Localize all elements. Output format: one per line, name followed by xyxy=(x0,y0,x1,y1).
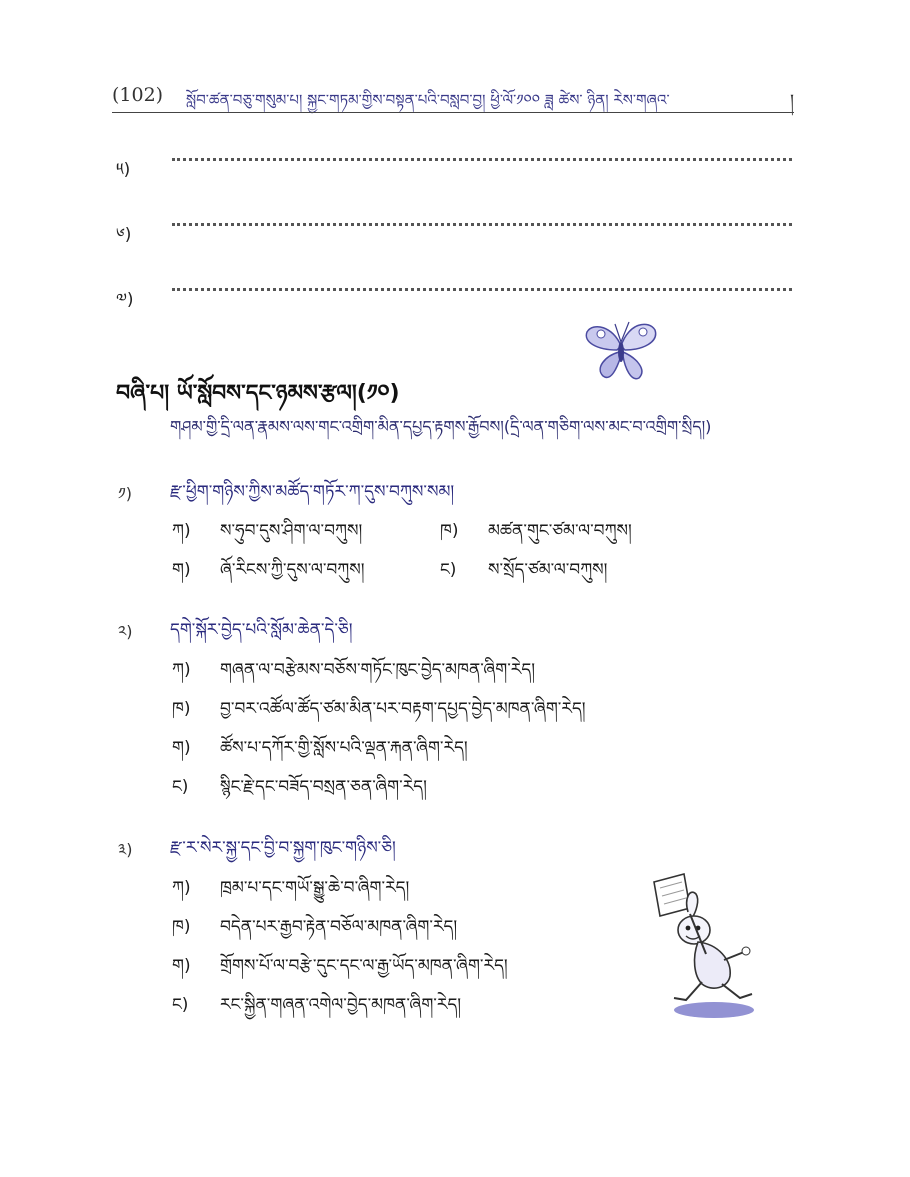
option-label: ཁ) xyxy=(172,699,191,719)
header-divider xyxy=(112,112,794,113)
option-text: ས་སྲོད་ཙམ་ལ་བཀུས། xyxy=(488,560,608,580)
option-label: ག) xyxy=(172,956,191,976)
option-label: ཁ) xyxy=(172,917,191,937)
option-text: ཞོ་རིངས་ཀྱི་དུས་ལ་བཀུས། xyxy=(220,560,365,580)
option-text: གྲོགས་པོ་ལ་བརྩེ་དུང་དང་ལ་རྒྱ་ཡོད་མཁན་ཞིག་རེད། xyxy=(220,956,508,976)
answer-option[interactable] xyxy=(172,985,461,1033)
blank-answer-row xyxy=(116,276,796,310)
option-label: ཀ) xyxy=(172,878,191,898)
page-number: (102) xyxy=(112,84,164,106)
option-label: ང) xyxy=(172,995,189,1015)
option-text: ཚོས་པ་དཀོར་གྱི་སློས་པའི་ལྡན་རྐན་ཞིག་རེད། xyxy=(220,738,468,758)
dotted-line xyxy=(172,288,792,291)
option-label: ཀ) xyxy=(172,521,191,541)
question-number: ༢) xyxy=(118,622,133,641)
page-header xyxy=(112,78,794,114)
blank-number: ༦) xyxy=(116,225,132,245)
option-label: ང) xyxy=(172,777,189,797)
butterfly-illustration xyxy=(583,316,659,384)
dotted-line xyxy=(172,158,792,161)
option-text: རང་སྐྱིན་གཞན་འགེལ་བྱེད་མཁན་ཞིག་རེད། xyxy=(220,995,462,1015)
option-label: ག) xyxy=(172,738,191,758)
blank-number: ༧) xyxy=(116,290,134,310)
option-text: ས་ཧུབ་དུས་ཤིག་ལ་བཀུས། xyxy=(220,521,363,541)
question-text: དགེ་སྐོར་བྱེད་པའི་སློམ་ཆེན་དེ་ཅི། xyxy=(170,620,353,640)
option-label: ང) xyxy=(440,560,457,580)
question-text: རྫ་ར་སེར་སྐྱ་དང་བྱི་བ་སྐྱག་ཁུང་གཉིས་ཅི། xyxy=(170,838,396,858)
question-text: རྫ་ཕྱིག་གཉིས་ཀྱིས་མཚོད་གཏོར་ཀ་དུས་བཀུས་སམ། xyxy=(170,482,455,502)
section-title: བཞི་པ། ཡོ་སློབས་དང་ཉམས་རྩལ།(༡༠) xyxy=(116,381,400,406)
option-text: སྙིང་རྗེ་དང་བཟོད་བསྲན་ཅན་ཞིག་རེད། xyxy=(220,777,427,797)
answer-option[interactable] xyxy=(172,550,365,598)
question-number: ༣) xyxy=(118,840,133,859)
dotted-line xyxy=(172,223,792,226)
option-text: མཚན་གུང་ཙམ་ལ་བཀུས། xyxy=(488,521,632,541)
option-text: གཞན་ལ་བརྩེམས་བཅོས་གཏོང་ཁུང་བྱེད་མཁན་ཞིག་རེད། xyxy=(220,660,536,680)
option-text: ཁྲམ་པ་དང་གཡོ་སྒྱུ་ཆེ་བ་ཞིག་རེད། xyxy=(220,878,410,898)
blank-answer-row xyxy=(116,146,796,180)
option-text: བྱ་བར་འཚོལ་ཚོད་ཙམ་མིན་པར་བརྟག་དཔྱད་བྱེད་མཁན་ཞིག་རེད། xyxy=(220,699,586,719)
question-number: ༡) xyxy=(118,484,132,503)
answer-option[interactable] xyxy=(172,767,427,815)
blank-number: ༥) xyxy=(116,160,131,180)
option-label: ཁ) xyxy=(440,521,459,541)
option-label: ཀ) xyxy=(172,660,191,680)
option-label: ག) xyxy=(172,560,191,580)
option-text: བདེན་པར་རྒྱབ་རྟེན་བཅོལ་མཁན་ཞིག་རེད། xyxy=(220,917,458,937)
section-instruction: གཤམ་གྱི་དྲི་ལན་རྣམས་ལས་གང་འགྲིག་མིན་དཔྱད་རྟགས་རྒྱོབས།(དྲི་ལན་གཅིག་ལས་མང་བ་འགྲིག་སྲིད།) xyxy=(170,417,712,436)
running-title: སློབ་ཚན་བཅུ་གསུམ་པ། སྐྱང་གཏམ་གྱིས་བསྟན་པའི་བསླབ་བྱ། ཕྱི་ལོ་༡༠༠ ཟླ ཚེས་ ཉིན། རེས་གཞའ་ xyxy=(186,91,670,109)
header-mark: ། xyxy=(790,91,794,112)
rabbit-illustration xyxy=(640,868,760,1022)
answer-option[interactable] xyxy=(440,550,607,598)
blank-answer-row xyxy=(116,211,796,245)
